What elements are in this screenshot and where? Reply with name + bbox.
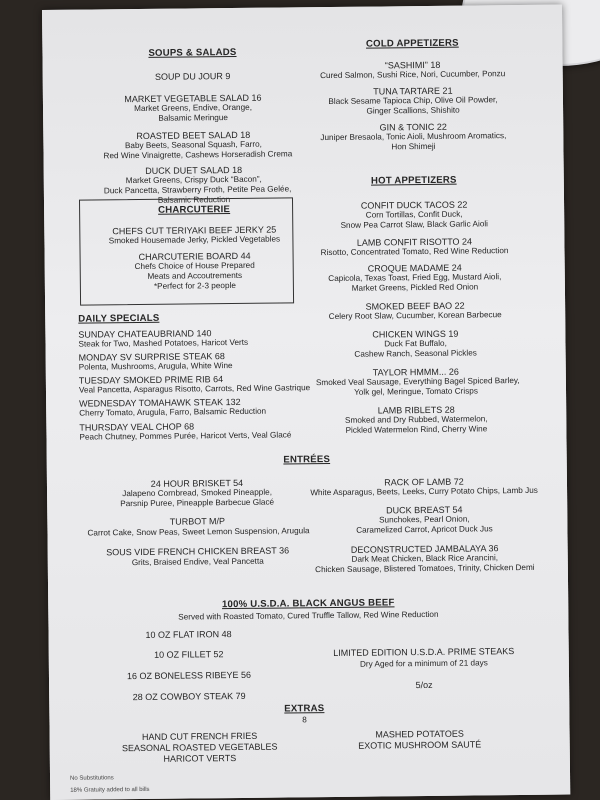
menu-item-name: LAMB RIBLETS 28 [377,404,455,416]
steak-item: 28 OZ COWBOY STEAK 79 [132,690,246,703]
menu-item-desc: Carrot Cake, Snow Peas, Sweet Lemon Suspension, Arugula [87,526,310,538]
menu-item-name: CHICKEN WINGS 19 [372,328,459,340]
special-desc: Polenta, Mushrooms, Arugula, White Wine [78,361,233,372]
menu-item-desc: Parsnip Puree, Pineapple Barbecue Glacé [120,497,275,509]
menu-item-desc: Smoked and Dry Rubbed, Watermelon, [344,414,488,425]
special-desc: Steak for Two, Mashed Potatoes, Haricot Verts [78,337,249,349]
menu-item-desc: Market Greens, Pickled Red Onion [351,282,479,293]
extra-item: SEASONAL ROASTED VEGETABLES [121,741,278,754]
charcuterie-heading: CHARCUTERIE [158,204,231,216]
menu-item-desc: Duck Pancetta, Strawberry Froth, Petite Pea Gelée, [103,184,292,196]
menu-item-name: LAMB CONFIT RISOTTO 24 [356,236,473,248]
menu-item-desc: Market Greens, Endive, Orange, [134,102,253,114]
prime-steaks-price: 5/oz [415,679,433,691]
menu-item-desc: Market Greens, Crispy Duck “Bacon”, [125,174,262,186]
menu-item-name: CHARCUTERIE BOARD 44 [138,250,251,263]
extra-item: EXOTIC MUSHROOM SAUTÉ [358,739,482,751]
menu-item-desc: Snow Pea Carrot Slaw, Black Garlic Aioli [340,219,489,230]
menu-item-name: CHEFS CUT TERIYAKI BEEF JERKY 25 [112,224,277,237]
menu-item-desc: Red Wine Vinaigrette, Cashews Horseradish Crema [103,149,293,161]
beef-heading: 100% U.S.D.A. BLACK ANGUS BEEF [221,597,395,611]
menu-item-desc: Black Sesame Tapioca Chip, Olive Oil Powder, [328,95,498,107]
menu-item-name: “SASHIMI” 18 [384,59,441,71]
menu-item-desc: Cashew Ranch, Seasonal Pickles [354,348,477,359]
menu-item-name: CROQUE MADAME 24 [367,262,462,274]
footer-note: No Substitutions [70,775,114,782]
menu-item-desc: Balsamic Reduction [157,195,231,205]
menu-item-desc: Celery Root Slaw, Cucumber, Korean Barbecue [328,310,502,322]
menu-item-desc: Caramelized Carrot, Apricot Duck Jus [356,524,493,535]
menu-item-desc: Hon Shimeji [391,141,436,152]
extra-item: HARICOT VERTS [163,753,237,764]
menu-item-desc: Smoked Veal Sausage, Everything Bagel Spiced Barley, [315,376,520,388]
steak-item: 10 OZ FILLET 52 [154,649,224,660]
menu-item-desc: Grits, Braised Endive, Veal Pancetta [131,556,264,568]
menu-item-name: TURBOT M/P [169,516,226,527]
menu-item-desc: Risotto, Concentrated Tomato, Red Wine Reduction [320,246,509,258]
steak-item: 16 OZ BONELESS RIBEYE 56 [126,669,252,682]
special-desc: Veal Pancetta, Asparagus Risotto, Carrots, Red Wine Gastrique [78,383,311,395]
special-name: TUESDAY SMOKED PRIME RIB 64 [78,374,224,386]
special-name: MONDAY SV SURPRISE STEAK 68 [78,351,225,363]
menu-item-desc: Yolk gel, Meringue, Tomato Crisps [354,386,478,397]
menu-item-desc: Ginger Scallions, Shishito [366,105,460,116]
menu-item-name: 24 HOUR BRISKET 54 [150,477,244,489]
menu-item-desc: Pickled Watermelon Rind, Cherry Wine [345,424,488,435]
menu-item-desc: Jalapeno Cornbread, Smoked Pineapple, [122,487,272,499]
menu-item-desc: Cured Salmon, Sushi Rice, Nori, Cucumber, Ponzu [320,69,506,81]
menu-item-desc: Dark Meat Chicken, Black Rice Arancini, [351,553,499,564]
special-desc: Peach Chutney, Pommes Purée, Haricot Verts, Veal Glacé [79,430,292,442]
menu-item-name: CONFIT DUCK TACOS 22 [360,199,468,211]
menu-item-name: SMOKED BEEF BAO 22 [365,300,465,312]
extras-price: 8 [302,715,307,725]
menu-item-name: DUCK BREAST 54 [386,504,463,516]
extra-item: MASHED POTATOES [375,728,464,740]
menu-item-desc: Balsamic Meringue [158,113,228,123]
menu-item-name: DUCK DUET SALAD 18 [145,164,243,176]
prime-steaks-desc: Dry Aged for a minimum of 21 days [359,658,488,669]
menu-item-desc: Chicken Sausage, Blistered Tomatoes, Trinity, Chicken Demi [315,562,535,575]
menu-item-name: ROASTED BEET SALAD 18 [136,129,251,142]
menu-item-name: TUNA TARTARE 21 [373,85,453,97]
menu-item-desc: Sunchokes, Pearl Onion, [379,514,470,525]
extras-heading: EXTRAS [284,703,325,715]
entrees-heading: ENTRÉES [283,454,331,466]
menu-item-desc: Meats and Accoutrements [147,270,243,281]
menu-item-desc: Duck Fat Buffalo, [384,338,447,349]
menu-item-name: GIN & TONIC 22 [379,121,447,133]
menu-item-desc: Juniper Bresaola, Tonic Aioli, Mushroom Aromatics, [320,131,507,143]
menu-item-name: RACK OF LAMB 72 [384,476,464,488]
menu-item-desc: Capicola, Texas Toast, Fried Egg, Mustard Aioli, [328,272,502,284]
menu-item-desc: Corn Tortillas, Confit Duck, [365,209,463,220]
special-name: SUNDAY CHATEAUBRIAND 140 [78,328,212,340]
special-name: WEDNESDAY TOMAHAWK STEAK 132 [79,396,241,409]
hot-appetizers-heading: HOT APPETIZERS [370,174,457,187]
menu-item-desc: Chefs Choice of House Prepared [134,260,255,272]
footer-note: 18% Gratuity added to all bills [70,786,150,794]
special-desc: Cherry Tomato, Arugula, Farro, Balsamic Reduction [79,406,267,418]
menu-item-name: MARKET VEGETABLE SALAD 16 [124,92,262,105]
menu-item-desc: Baby Beets, Seasonal Squash, Farro, [124,139,262,151]
menu-sheet [42,5,570,800]
menu-item-desc: *Perfect for 2-3 people [153,280,236,291]
menu-item-name: SOUP DU JOUR 9 [154,71,231,82]
beef-subtitle: Served with Roasted Tomato, Cured Truffle Tallow, Red Wine Reduction [178,609,439,622]
extra-item: HAND CUT FRENCH FRIES [141,730,258,742]
menu-item-name: SOUS VIDE FRENCH CHICKEN BREAST 36 [106,545,290,558]
prime-steaks-title: LIMITED EDITION U.S.D.A. PRIME STEAKS [333,646,515,658]
menu-item-name: DECONSTRUCTED JAMBALAYA 36 [350,543,499,555]
menu-item-name: TAYLOR HMMM... 26 [372,366,459,378]
daily-specials-heading: DAILY SPECIALS [78,312,160,325]
special-name: THURSDAY VEAL CHOP 68 [79,421,195,433]
soups-salads-heading: SOUPS & SALADS [148,46,237,59]
steak-item: 10 OZ FLAT IRON 48 [145,629,232,640]
cold-appetizers-heading: COLD APPETIZERS [365,37,459,50]
menu-item-desc: White Asparagus, Beets, Leeks, Curry Potato Chips, Lamb Jus [310,485,538,498]
menu-item-desc: Smoked Housemade Jerky, Pickled Vegetables [108,234,281,246]
